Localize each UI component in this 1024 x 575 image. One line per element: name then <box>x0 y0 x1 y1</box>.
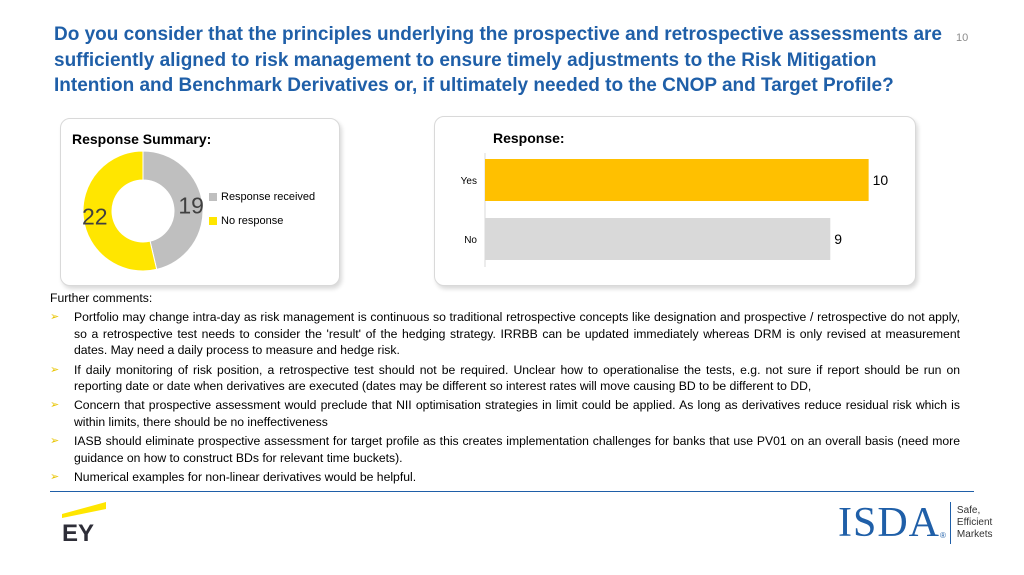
legend-swatch <box>209 193 217 201</box>
bar-data-label: 9 <box>834 231 843 247</box>
comment-item <box>50 397 960 430</box>
donut-data-label: 19 <box>178 192 204 219</box>
arrowhead-bullet-icon: ➢ <box>50 311 60 324</box>
comment-text: Portfolio may change intra-day as risk management is continuous so traditional retrospective concepts like designation and prospective / retrospective do not apply, so a retrospective test needs to consider the 'result' of the hedging strategy. IRRBB can be updated immediately whereas DRM is only revised at measurement dates. May need a daily process to measure and hedge risk. <box>74 310 960 358</box>
comment-item <box>50 362 960 395</box>
arrowhead-bullet-icon: ➢ <box>50 471 60 484</box>
footer-divider <box>50 491 974 492</box>
response-panel <box>434 116 916 286</box>
ey-logo-text: EY <box>62 520 95 544</box>
isda-separator <box>950 502 951 544</box>
comment-text: IASB should eliminate prospective assessment for target profile as this creates implementation challenges for banks that use PV01 on an overall basis (need more guidance on how to construct BDs for relevant time buckets). <box>74 434 960 465</box>
isda-tagline-line: Markets <box>956 529 993 540</box>
comment-item <box>50 433 960 466</box>
comment-text: If daily monitoring of risk position, a retrospective test should not be required. Unclear how to operationalise the tests, e.g. not sure if report should be run on reporting date or date when derivatives are executed (dates may be different so interest rates will move causing BD to be different to DD, <box>74 362 960 394</box>
ey-logo <box>60 500 110 544</box>
comment-text: Numerical examples for non-linear derivatives would be helpful. <box>74 470 417 485</box>
comment-text: Concern that prospective assessment would preclude that NII optimisation strategies in limit could be applied. As long as derivatives reduce residual risk which is within limits, there should be no ineffectiveness <box>74 398 960 429</box>
response-bar-chart <box>435 117 915 285</box>
response-summary-panel <box>60 118 340 286</box>
response-title: Response: <box>493 130 565 146</box>
isda-tagline-line: Safe, <box>956 505 981 516</box>
comment-item <box>50 309 960 358</box>
bar-yes <box>485 159 869 201</box>
comment-item <box>50 469 960 485</box>
isda-wordmark: ISDA <box>838 500 941 546</box>
isda-tagline <box>957 505 993 541</box>
legend-item <box>209 191 315 203</box>
arrowhead-bullet-icon: ➢ <box>50 363 60 376</box>
donut-data-label: 22 <box>82 203 108 230</box>
category-tick-label: Yes <box>460 176 477 187</box>
comments-list <box>50 309 960 485</box>
legend-item <box>209 215 283 227</box>
arrowhead-bullet-icon: ➢ <box>50 399 60 412</box>
bar-no <box>485 218 830 260</box>
response-summary-title: Response Summary: <box>72 131 212 147</box>
isda-tagline-line: Efficient <box>956 517 993 528</box>
bar-data-label: 10 <box>872 172 889 188</box>
legend-label: Response received <box>221 191 316 203</box>
page-number: 10 <box>956 32 969 44</box>
arrowhead-bullet-icon: ➢ <box>50 435 60 448</box>
legend-swatch <box>209 217 217 225</box>
legend-label: No response <box>221 215 284 227</box>
response-summary-donut-chart <box>78 151 208 281</box>
category-tick-label: No <box>464 235 477 246</box>
slide-title: Do you consider that the principles underlying the prospective and retrospective assessments are sufficiently aligned to risk management to ensure timely adjustments to the Risk Mitigation Intention and Benchmark Derivatives or, if ultimately needed to the CNOP and Target Profile? <box>54 24 942 96</box>
isda-logo <box>838 500 992 546</box>
comments-heading: Further comments: <box>50 291 153 305</box>
isda-registered-mark: ® <box>940 531 946 540</box>
further-comments <box>50 290 960 488</box>
